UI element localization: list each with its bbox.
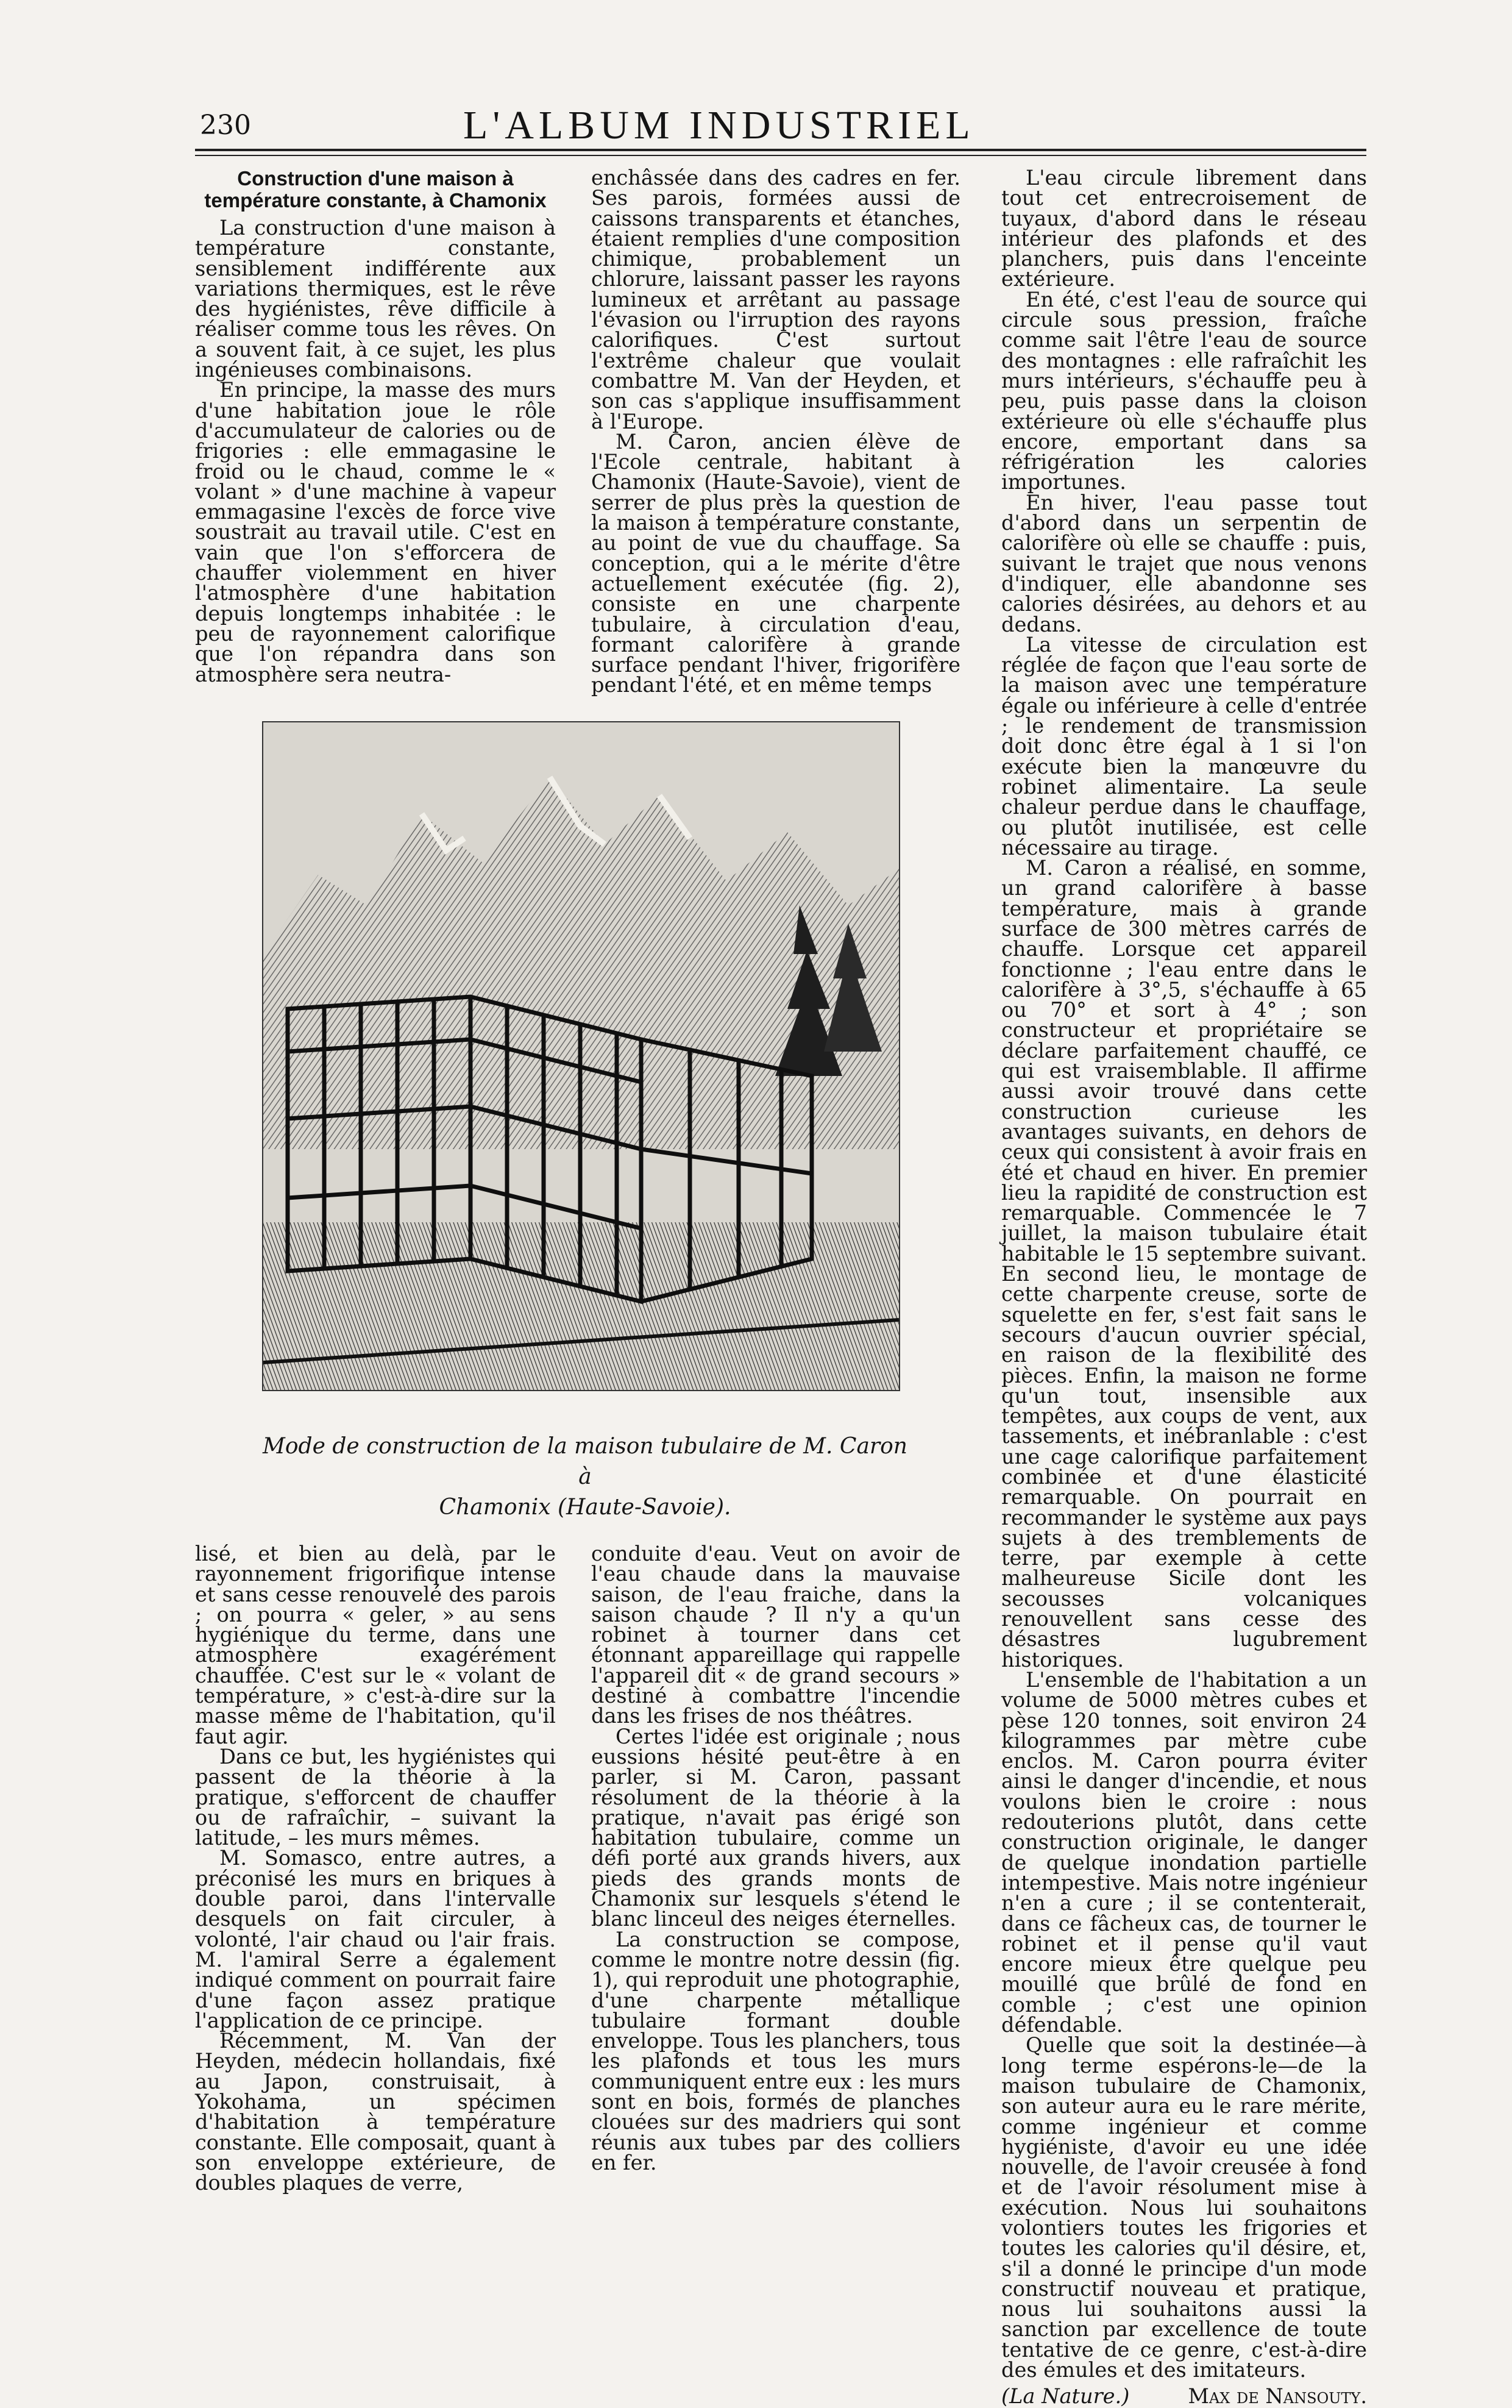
caption-line: Mode de construction de la maison tubulaire de M. Caron à <box>263 1434 907 1489</box>
signature <box>1001 2386 1367 2406</box>
source-credit: (La Nature.) <box>1001 2384 1130 2408</box>
header-rule-thick <box>195 149 1366 151</box>
caption-line: Chamonix (Haute-Savoie). <box>439 1495 731 1520</box>
paragraph: lisé, et bien au delà, par le rayonnement frigorifique intense et sans cesse renouvelé des parois ; on pourra « geler, » au sens hygiénique du terme, dans une atmosphère exagérément chauffée. C'est sur le « volant de température, » c'est-à-dire sur la masse même de l'habitation, qu'il faut agir. <box>195 1542 556 1748</box>
paragraph: M. Caron, ancien élève de l'Ecole centrale, habitant à Chamonix (Haute-Savoie), vient de serrer de plus près la question de la maison à température constante, au point de vue du chauffage. Sa conception, qui a le mérite d'être actuellement exécutée (fig. 2), consiste en une charpente tubulaire, à circulation d'eau, formant calorifère à grande surface pendant l'hiver, frigorifère pendant l'été, et en même temps <box>591 429 960 697</box>
paragraph: M. Somasco, entre autres, a préconisé les murs en briques à double paroi, dans l'intervalle desquels on fait circuler, à volonté, l'air chaud ou l'air frais. M. l'amiral Serre a également indiqué comment on pourrait faire d'une façon assez pratique l'application de ce principe. <box>195 1846 556 2032</box>
column-1-top <box>195 168 556 685</box>
paragraph: En hiver, l'eau passe tout d'abord dans un serpentin de calorifère où elle se chauffe : puis, suivant le trajet que nous venons d'indiquer, elle abandonne ses calories désirées, au dehors et au dedans. <box>1001 490 1367 636</box>
paragraph: conduite d'eau. Veut on avoir de l'eau chaude dans la mauvaise saison, de l'eau fraiche, dans la saison chaude ? Il n'y a qu'un robinet à tourner dans cet étonnant appareillage qui rappelle l'appareil dit « de grand secours » destiné à combattre l'incendie dans les frises de nos théâtres. <box>591 1542 960 1728</box>
paragraph: En été, c'est l'eau de source qui circule sous pression, fraîche comme sait l'être l'eau de source des montagnes : elle rafraîchit les murs intérieurs, s'échauffe peu à peu, puis passe dans la cloison extérieure où elle s'échauffe plus encore, emportant dans sa réfrigération les calories importunes. <box>1001 287 1367 494</box>
paragraph: La construction d'une maison à température constante, sensiblement indifférente aux variations thermiques, est le rêve des hygiénistes, rêve difficile à réaliser comme tous les rêves. On a souvent fait, à ce sujet, les plus ingénieuses combinaisons. <box>195 216 556 382</box>
tubular-house-illustration <box>263 722 899 1390</box>
paragraph: La construction se compose, comme le montre notre dessin (fig. 1), qui reproduit une photographie, d'une charpente métallique tubulaire formant double enveloppe. Tous les planchers, tous les plafonds et tous les murs communiquent entre eux : les murs sont en bois, formés de planches clouées sur des madriers qui sont réunis aux tubes par des colliers en fer. <box>591 1927 960 2175</box>
journal-title: L'ALBUM INDUSTRIEL <box>463 103 975 148</box>
paragraph: Certes l'idée est originale ; nous eussions hésité peut-être à en parler, si M. Caron, passant résolument de la théorie à la pratique, n'avait pas érigé son habitation tubulaire, comme un défi porté aux grands hivers, aux pieds des grands monts de Chamonix sur lesquels s'étend le blanc linceul des neiges éternelles. <box>591 1724 960 1931</box>
paragraph: L'eau circule librement dans tout cet entrecroisement de tuyaux, d'abord dans le réseau intérieur des plafonds et des planchers, puis dans l'enceinte extérieure. <box>1001 166 1367 291</box>
column-2-top <box>591 168 960 696</box>
paragraph: En principe, la masse des murs d'une habitation joue le rôle d'accumulateur de calories ou de frigories : elle emmagasine le froid ou le chaud, comme le « volant » d'une machine à vapeur emmagasine l'excès de force vive soustrait au travail utile. C'est en vain que l'on s'efforcera de chauffer violemment en hiver l'atmosphère d'une habitation depuis longtemps inhabitée : le peu de rayonnement calorifique que l'on répandra dans son atmosphère sera neutra- <box>195 378 556 686</box>
author-name: Max de Nansouty. <box>1188 2384 1367 2408</box>
paragraph: La vitesse de circulation est réglée de façon que l'eau sorte de la maison avec une température égale ou inférieure à celle d'entrée ; le rendement de transmission doit donc être égal à 1 si l'on exécute bien la manœuvre du robinet alimentaire. La seule chaleur perdue dans le chauffage, ou plutôt inutilisée, est celle nécessaire au tirage. <box>1001 632 1367 860</box>
paragraph: L'ensemble de l'habitation a un volume de 5000 mètres cubes et pèse 120 tonnes, soit environ 24 kilogrammes par mètre cube enclos. M. Caron pourra éviter ainsi le danger d'incendie, et nous voulons bien le croire : nous redouterions plutôt, dans cette construction originale, le danger de quelque inondation partielle intempestive. Mais notre ingénieur n'en a cure ; il se contenterait, dans ce fâcheux cas, de tourner le robinet et il pense qu'il vaut encore mieux être quelque peu mouillé que brûlé de fond en comble ; c'est une opinion défendable. <box>1001 1667 1367 2037</box>
paragraph: Dans ce but, les hygiénistes qui passent de la théorie à la pratique, s'efforcent de chauffer ou de rafraîchir, – suivant la latitude, – les murs mêmes. <box>195 1744 556 1850</box>
paragraph: Quelle que soit la destinée—à long terme espérons-le—de la maison tubulaire de Chamonix, son auteur aura eu le rare mérite, comme ingénieur et comme hygiéniste, d'avoir eu une idée nouvelle, de l'avoir creusée à fond et de l'avoir résolument mise à exécution. Nous lui souhaitons volontiers toutes les frigories et toutes les calories qu'il désire, et, s'il a donné le principe d'un mode constructif nouveau et pratique, nous lui souhaitons aussi la sanction par excellence de toute tentative de ce genre, c'est-à-dire des émules et des imitateurs. <box>1001 2033 1367 2382</box>
figure-caption <box>256 1431 914 1523</box>
figure-engraving <box>262 721 900 1391</box>
header-rule-thin <box>195 155 1366 156</box>
paragraph: enchâssée dans des cadres en fer. Ses parois, formées aussi de caissons transparents et étanches, étaient remplies d'une composition chimique, probablement un chlorure, laissant passer les rayons lumineux et arrêtant au passage l'évasion ou l'irruption des rayons calorifiques. C'est surtout l'extrême chaleur que voulait combattre M. Van der Heyden, et son cas s'applique insuffisamment à l'Europe. <box>591 166 960 433</box>
column-1-bottom <box>195 1544 556 2193</box>
paragraph: Récemment, M. Van der Heyden, médecin hollandais, fixé au Japon, construisait, à Yokohama, un spécimen d'habitation à température constante. Elle composait, quant à son enveloppe extérieure, de doubles plaques de verre, <box>195 2029 556 2195</box>
column-3 <box>1001 168 1367 2407</box>
page-number: 230 <box>200 110 251 141</box>
paragraph: M. Caron a réalisé, en somme, un grand calorifère à basse température, mais à grande surface de 300 mètres carrés de chauffe. Lorsque cet appareil fonctionne ; l'eau entre dans le calorifère à 3°,5, s'échauffe à 65 ou 70° et sort à 4° ; son constructeur et propriétaire se déclare parfaitement chauffé, ce qui est vraisemblable. Il affirme aussi avoir trouvé dans cette construction curieuse les avantages suivants, en dehors de ceux qui consistent à avoir frais en été et chaud en hiver. En premier lieu la rapidité de construction est remarquable. Commencée le 7 juillet, la maison tubulaire était habitable le 15 septembre suivant. En second lieu, le montage de cette charpente creuse, sorte de squelette en fer, s'est fait sans le secours d'aucun ouvrier spécial, en raison de la flexibilité des pièces. Enfin, la maison ne forme qu'un tout, insensible aux tempêtes, aux coups de vent, aux tassements, et inébranlable : c'est une cage calorifique parfaitement combinée et d'une élasticité remarquable. On pourrait en recommander le système aux pays sujets à des tremblements de terre, par exemple à cette malheureuse Sicile dont les secousses volcaniques renouvellent sans cesse des désastres lugubrement historiques. <box>1001 856 1367 1672</box>
article-title: Construction d'une maison à température constante, à Chamonix <box>204 167 547 212</box>
column-2-bottom <box>591 1544 960 2173</box>
